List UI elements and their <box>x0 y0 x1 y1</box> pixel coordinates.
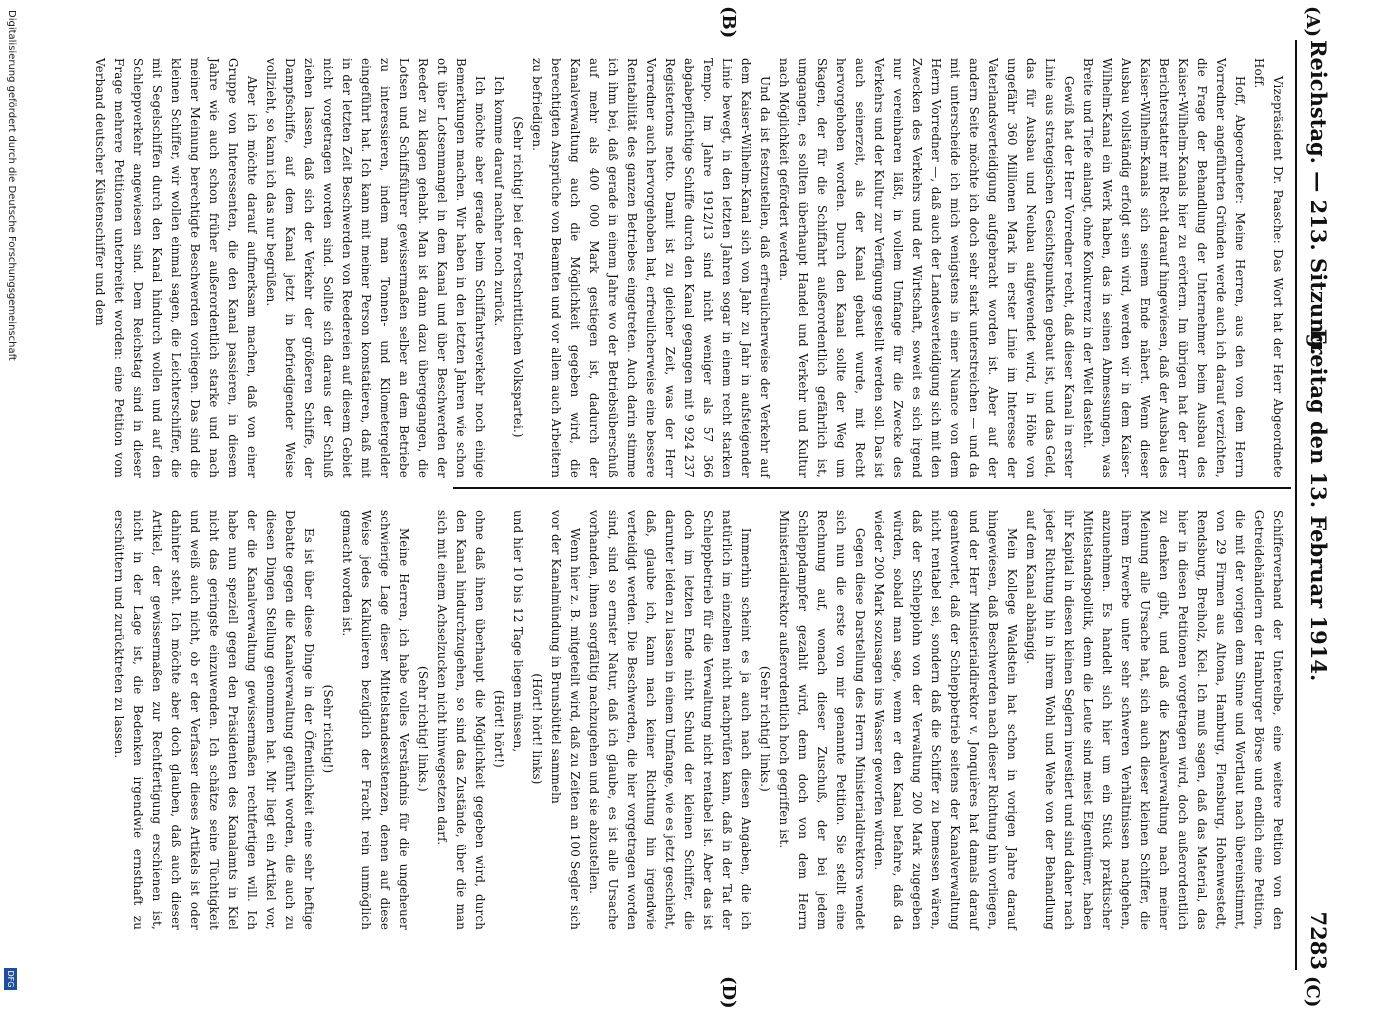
interjection: (Hört! hört! links) <box>530 673 544 785</box>
column-divider <box>453 487 1291 489</box>
right-column <box>109 510 1287 930</box>
paragraph: ohne daß ihnen überhaupt die Möglichkeit gegeben wird, durch den Kanal hindurchzugehen, so sind das Zustände, über die man sich mit einem Achselzucken nicht hinwegsetzen darf. <box>435 510 487 930</box>
page-number: 7283 <box>1306 911 1331 970</box>
paragraph: Es ist über diese Dinge in der Öffentlichkeit eine sehr heftige Debatte gegen die Kanalverwaltung geführt worden, die auch zu diesen Dingen Stellung genommen hat. Mir liegt ein Artikel vor, der die Kanalverwaltung gewissermaßen rechtfertigen will. Ich habe nun speziell gegen den Präsidenten des Kanalamts in Kiel nicht das geringste einzuwenden. Ich schätze seine Tüchtigkeit und weiß auch nicht, ob er der Verfasser dieses Artikels ist oder dahinter steht. Ich möchte aber doch glauben, daß auch dieser Artikel, der gewissermaßen zur Rechtfertigung erschienen ist, nicht in der Lage ist, die Bedenken irgendwie ernsthaft zu erschüttern und zurücktreten zu lassen. <box>112 510 316 930</box>
margin-mark-b: (B) <box>718 6 739 39</box>
paragraph: Ich komme darauf nachher noch zurück. <box>492 76 506 327</box>
paragraph: Vizepräsident Dr. Paasche: Das Wort hat der Herr Abgeordnete Hoff. <box>1252 58 1285 478</box>
interjection: (Sehr richtig! links.) <box>416 666 430 792</box>
paragraph: Schifferverband der Unterelbe, eine weitere Petition von den Getreidehändlern der Hamburger Börse und endlich eine Petition, die mit der vorigen dem Sinne und Wortlaut nach übereinstimmt, von 29 Firmen aus Altona, Hamburg, Flensburg, Hohenwestedt, Rendsburg, Breiholz, Kiel. Ich muß sagen, daß das Material, das hier in diesen Petitionen vorgetragen wird, doch außerordentlich zu denken gibt, und daß die Kanalverwaltung nach meiner Meinung alle Ursache hat, sich auch dieser kleinen Schiffer, die ihrem Erwerbe unter sehr schweren Verhältnissen nachgehen, anzunehmen. Es handelt sich hier um ein Stück praktischer Mittelstandspolitik, denn die Leute sind meist Eigentümer, haben ihr Kapital in diesen kleinen Seglern investiert und sind daher nach jeder Richtung hin in ihrem Wohl und Wehe von der Behandlung auf dem Kanal abhängig. <box>1024 510 1285 930</box>
paragraph: Aber ich möchte darauf aufmerksam machen, daß von einer Gruppe von Interessenten, die den Kanal passieren, in diesem Jahre wie auch schon früher außerordentlich starke und nach meiner Meinung berechtigte Beschwerden vorliegen. Das sind die kleinen Schiffer, wir wollen einmal sagen, die Leichterschiffer, die mit Segelschiffen durch den Kanal hindurch wollen und auf den Schleppverkehr angewiesen sind. Dem Reichstag sind in dieser Frage mehrere Petitionen unterbreitet worden: eine Petition vom Verband deutscher Küstenschiffer und dem <box>93 58 259 478</box>
paragraph: Mein Kollege Waldstein hat schon in vorigen Jahre darauf hingewiesen, daß Beschwerden nach dieser Richtung hin vorliegen, und der Herr Ministerialdirektor v. Jonquières hat damals darauf geantwortet, daß der Schleppbetrieb seitens der Kanalverwaltung nicht rentabel sei, sondern daß die Schiffer zu bemessen wären, daß der Schlepplohn von der Verwaltung 200 Mark zugegeben würden, sobald man sage, wenn er den Kanal befahre, daß da wieder 200 Mark sozusagen ins Wasser geworfen würden. <box>872 510 1019 930</box>
paragraph: Gegen diese Darstellung des Herrn Ministerialdirektors wendet sich nun die erste von mir genannte Petition. Sie stellt eine Rechnung auf, wonach dieser Zuschuß, der bei jedem Schleppdampfer gezahlt wird, denn doch von dem Herrn Ministerialdirektor außerordentlich hoch gegriffen ist. <box>777 510 867 930</box>
paragraph: Ich möchte aber gerade beim Schiffahrtsverkehr noch einige Bemerkungen machen. Wir haben in den letzten Jahren wie schon oft über Lotsenmangel in dem Kanal und über Beschwerden der Reeder zu klagen gehabt. Man ist dann dazu übergegangen, die Lotsen und Schiffsführer gewissermaßen selber an dem Betriebe zu interessieren, indem man Tonnen- und Kilometergelder eingeführt hat. Ich kann mit meiner Person konstatieren, daß mit in der letzten Zeit Beschwerden von Reedereien auf diesem Gebiet nicht vorgetragen worden sind. Sollte sich daraus der Schluß ziehen lassen, daß sich der Verkehr der größeren Schiffe, der Dampfschiffe, auf dem Kanal jetzt in befriedigender Weise vollzieht, so kann ich das nur begrüßen. <box>264 58 487 478</box>
paragraph: Hoff, Abgeordneter: Meine Herren, aus den von dem Herrn Vorredner angeführten Gründen werde auch ich darauf verzichten, die Frage der Behandlung der Unternehmer beim Ausbau des Kaiser-Wilhelm-Kanals hier zu erörtern. Im übrigen hat der Herr Berichterstatter mit Recht darauf hingewiesen, daß der Ausbau des Kaiser-Wilhelm-Kanals sich seinem Ende nähert. Wenn dieser Ausbau vollständig erfolgt sein wird, werden wir in dem Kaiser-Wilhelm-Kanal ein Werk haben, das in seinen Abmessungen, was Breite und Tiefe anlangt, ohne Konkurrenz in der Welt dasteht. <box>1081 58 1247 478</box>
page-footer <box>3 0 17 1000</box>
header-left: Reichstag. — 213. Sitzung. <box>1306 40 1331 356</box>
paragraph: Meine Herren, ich habe volles Verständnis für die ungeheuer schwierige Lage dieser Mittelstandsexistenzen, denen auf diese Weise jedes Kalkulieren bezüglich der Fracht rein unmöglich gemacht worden ist. <box>340 510 411 930</box>
left-column <box>90 58 1287 478</box>
paragraph: Gewiß hat der Herr Vorredner recht, daß dieser Kanal in erster Linie aus strategischen Gesichtspunkten gebaut ist, und das Geld, das für Ausbau und Neubau aufgewendet wird, in Höhe von ungefähr 360 Millionen Mark in erster Linie im Interesse der Vaterlandsverteidigung aufgebracht worden ist. Aber auf der andern Seite möchte ich doch sehr stark unterstreichen — und da mit unterscheide ich mich wenigstens in einer Nuance von dem Herrn Vorredner —, daß auch der Landesverteidigung sich mit den Zwecken des Verkehrs und der Wirtschaft, soweit es sich irgend nur vereinbaren läßt, in vollem Umfange für die Zwecke des Verkehrs und der Kultur zur Verfügung gestellt werden soll. Das ist auch seinerzeit, als der Kanal gebaut wurde, mit Recht hervorgehoben worden. Durch den Kanal sollte der Weg um Skagen, der für die Schiffahrt außerordentlich gefährlich ist, umgangen, es sollten überhaupt Handel und Verkehr und Kultur nach Möglichkeit gefördert werden. <box>777 58 1076 478</box>
interjection: (Hört! hört!) <box>492 690 506 768</box>
header-rule <box>1295 40 1297 970</box>
paragraph: Wenn hier z. B. mitgeteilt wird, daß zu Zeiten an 100 Segler sich vor der Kanalmündung in Brunsbüttel sammeln <box>549 510 582 930</box>
paragraph: und hier 10 bis 12 Tage liegen müssen, <box>511 510 525 753</box>
page-header <box>1301 40 1331 970</box>
margin-mark-c: (C) <box>1302 976 1323 1008</box>
interjection: (Sehr richtig!) <box>321 684 335 774</box>
margin-mark-d: (D) <box>718 976 739 1009</box>
header-date: Freitag den 13. Februar 1914. <box>1306 328 1331 682</box>
paragraph: Immerhin scheint es ja auch nach diesen Angaben, die ich natürlich im einzelnen nicht nachprüfen kann, daß in der Tat der Schleppbetrieb für die Verwaltung nicht rentabel ist. Aber das ist doch im letzten Ende nicht Schuld der kleinen Schiffer, die darunter leiden zu lassen in einem Umfange, wie es jetzt geschieht, daß, glaube ich, kann nach keiner Richtung hin irgendwie verteidigt werden. Die Beschwerden, die hier vorgetragen worden sind, sind so ernster Natur, daß ich glaube, es ist alle Ursache vorhanden, ihnen sorgfältig nachzugehen und sie abzustellen. <box>587 510 753 930</box>
margin-mark-a: (A) <box>1302 6 1323 37</box>
interjection: (Sehr richtig! bei der Fortschrittlichen Volkspartei.) <box>511 116 525 438</box>
interjection: (Sehr richtig! links.) <box>758 666 772 792</box>
dfg-logo: DFG <box>4 968 17 990</box>
footer-credit: Digitalisierung gefördert durch die Deutsche Forschungsgemeinschaft <box>6 10 17 361</box>
paragraph: Und da ist festzustellen, daß erfreulicherweise der Verkehr auf dem Kaiser-Wilhelm-Kanal sich von Jahr zu Jahr in aufsteigender Linie bewegt, in den letzten Jahren sogar in einem recht starken Tempo. Im Jahre 1912/13 sind nicht weniger als 57 366 abgabepflichtige Schiffe durch den Kanal gegangen mit 9 924 237 Registertons netto. Damit ist zu gleicher Zeit, was der Herr Vorredner auch hervorgehoben hat, erfreulicherweise eine bessere Rentabilität des ganzen Betriebes eingetreten. Auch darin stimme ich ihm bei, daß gerade in einem Jahre wo der Betriebsüberschuß auf mehr als 400 000 Mark gestiegen ist, dadurch der Kanalverwaltung auch die Möglichkeit gegeben wird, die berechtigten Ansprüche von Beamten und vor allem auch Arbeitern zu befriedigen. <box>530 58 772 478</box>
